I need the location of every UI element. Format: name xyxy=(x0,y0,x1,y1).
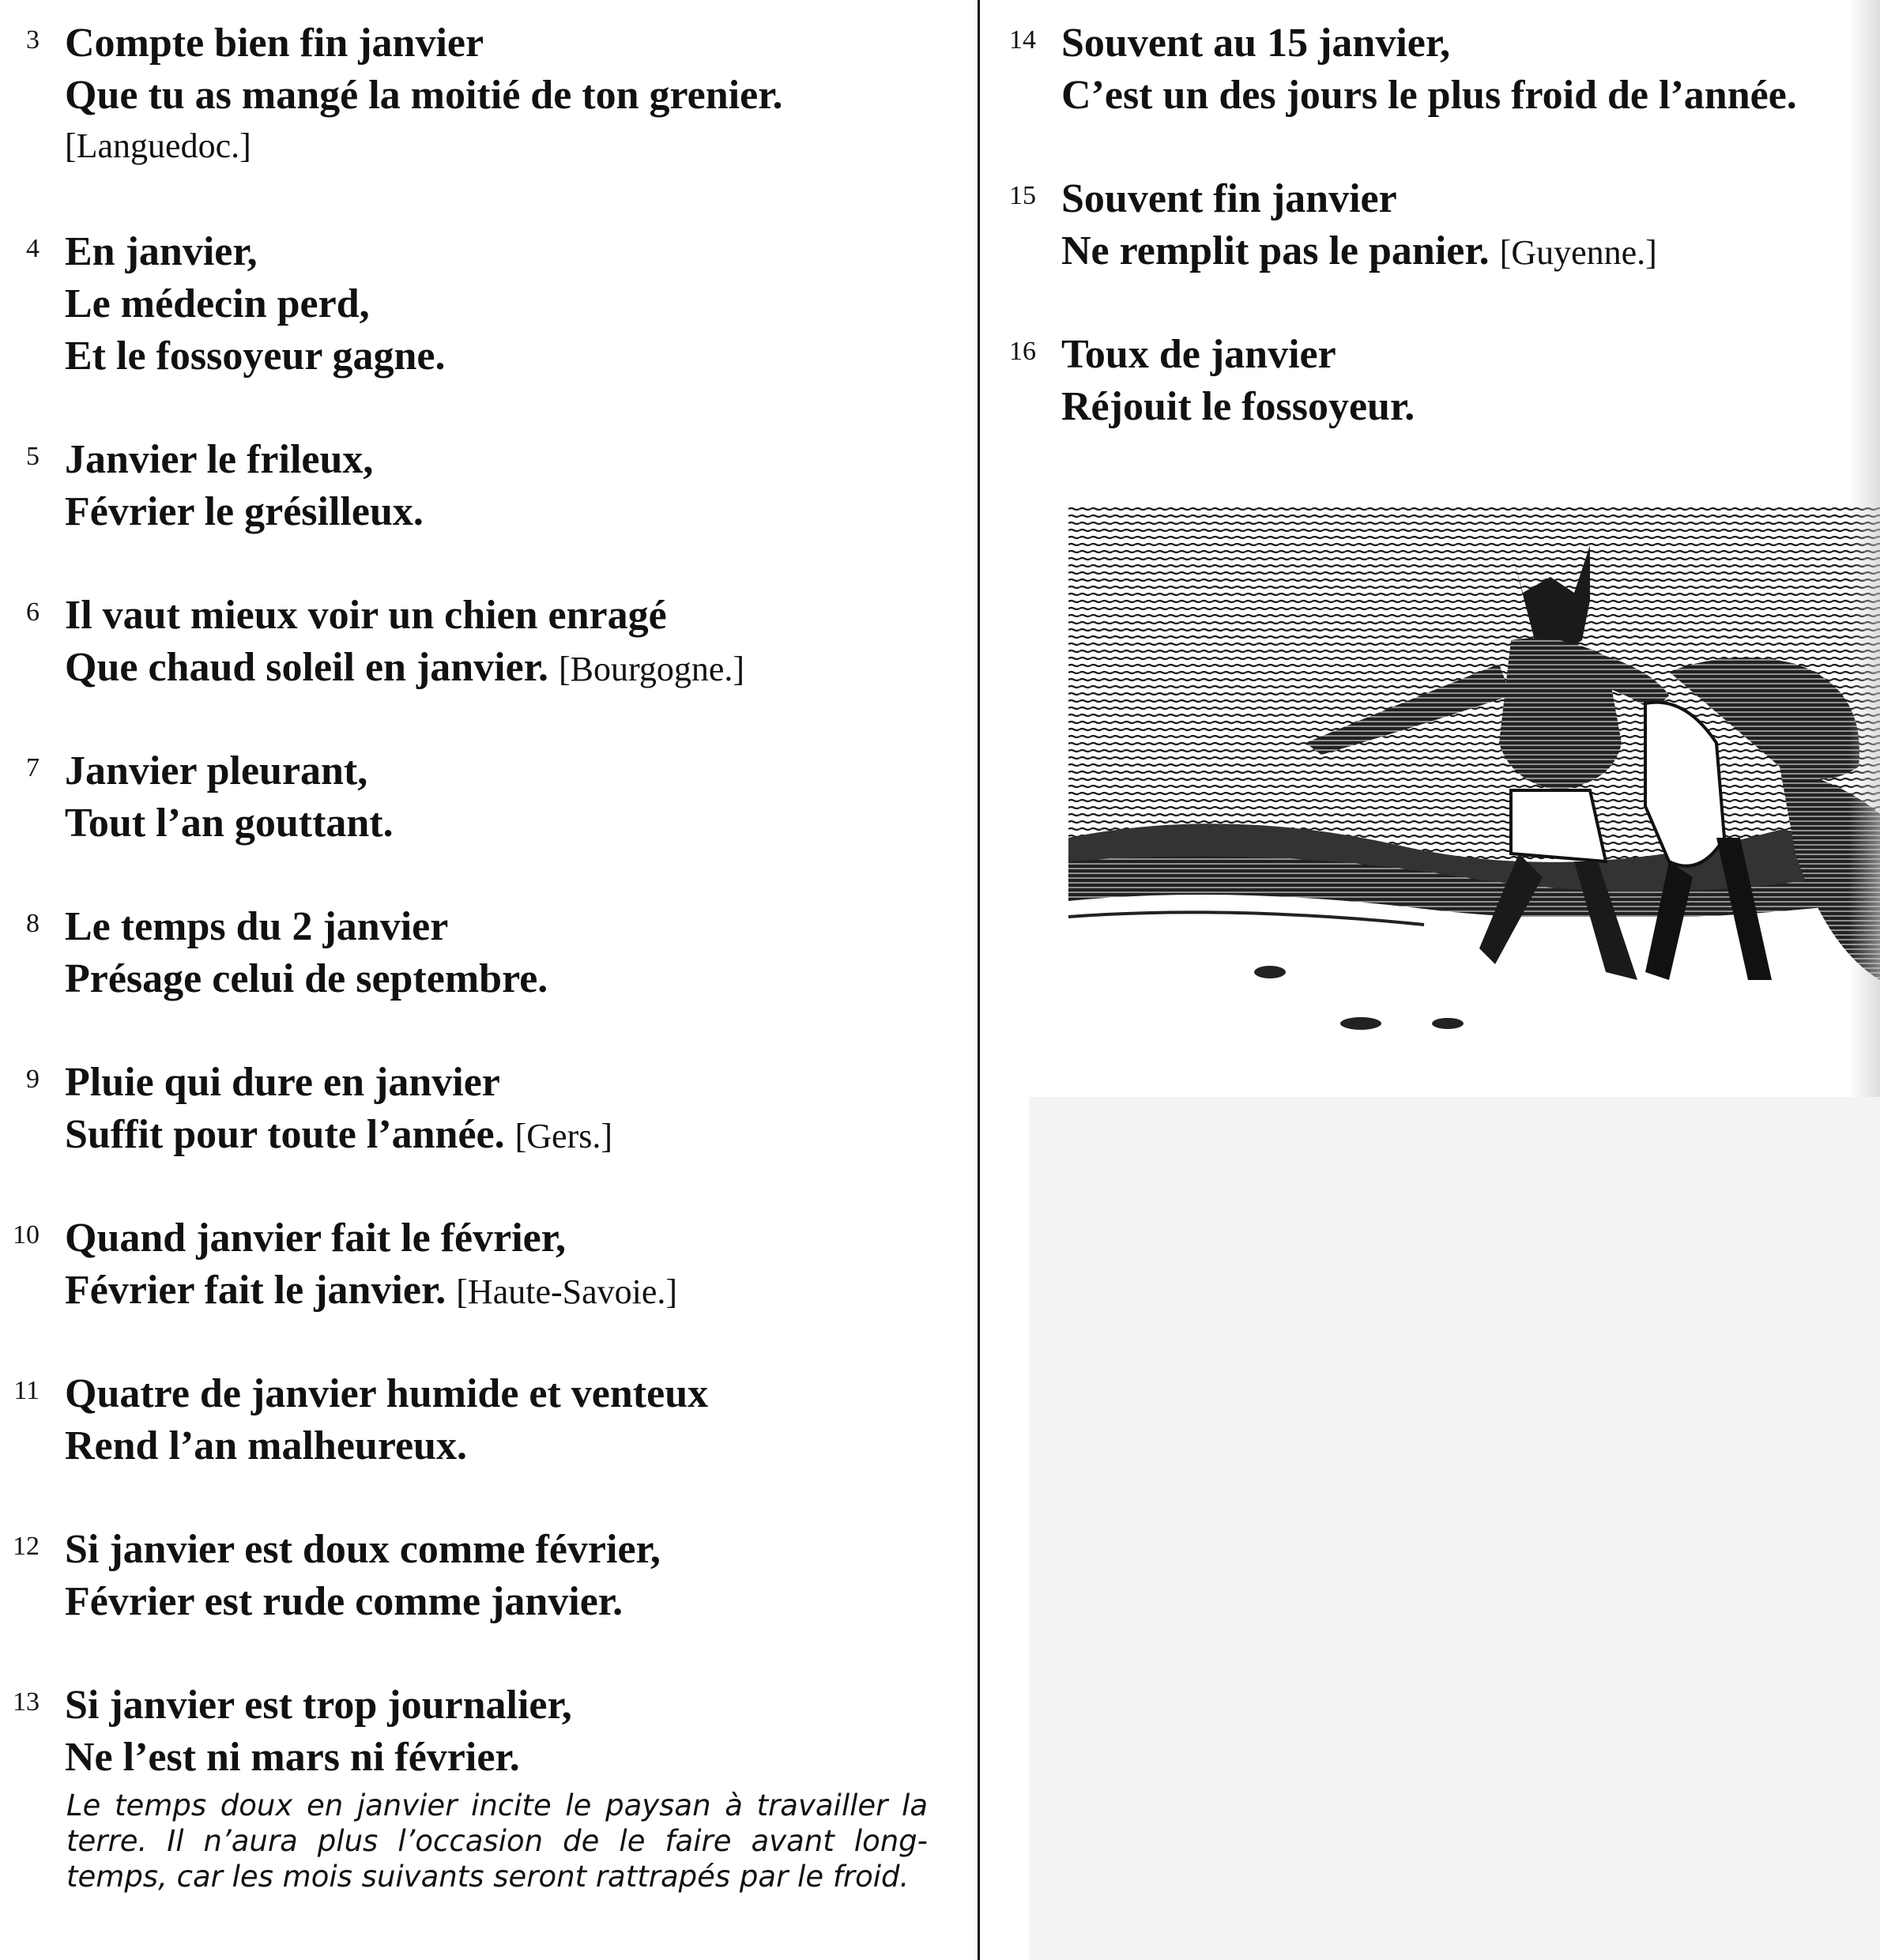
proverb-number: 16 xyxy=(1009,337,1036,366)
proverb-line: Le temps du 2 janvier xyxy=(65,904,449,949)
proverb-number: 8 xyxy=(26,909,40,938)
column-divider xyxy=(978,0,980,1960)
proverb-line: Pluie qui dure en janvier xyxy=(65,1060,500,1105)
proverb-line: Février est rude comme janvier. xyxy=(65,1579,624,1624)
proverb-line: Présage celui de septembre. xyxy=(65,956,548,1001)
proverb-line: Rend l’an malheureux. xyxy=(65,1423,467,1468)
proverb-line: Janvier le frileux, xyxy=(65,437,374,482)
proverb-line: En janvier, xyxy=(65,229,258,274)
proverb-line: Souvent au 15 janvier, xyxy=(1061,21,1451,66)
proverb-number: 13 xyxy=(13,1687,40,1717)
proverb-number: 11 xyxy=(13,1376,40,1405)
proverb-line: Quand janvier fait le février, xyxy=(65,1216,567,1261)
proverb-number: 6 xyxy=(26,597,40,627)
proverb-line: Suffit pour toute l’année. xyxy=(65,1112,505,1157)
proverb-number: 10 xyxy=(13,1220,40,1250)
proverb-number: 14 xyxy=(1009,25,1036,55)
proverb-line: Février le grésilleux. xyxy=(65,489,424,534)
proverb-line: Souvent fin janvier xyxy=(1061,176,1397,221)
proverb-line: Janvier pleurant, xyxy=(65,748,368,793)
proverb-line: Que tu as mangé la moitié de ton grenier. xyxy=(65,73,783,118)
engraving-devil-and-peasant-icon xyxy=(1068,506,1880,1039)
proverb-number: 12 xyxy=(13,1532,40,1561)
proverb-line: Février fait le janvier. xyxy=(65,1268,446,1313)
proverb-line: C’est un des jours le plus froid de l’année. xyxy=(1061,73,1797,118)
proverb-line: Réjouit le fossoyeur. xyxy=(1061,384,1415,429)
proverb-line: Le médecin perd, xyxy=(65,281,370,326)
region-label: [Guyenne.] xyxy=(1499,233,1657,272)
proverb-number: 3 xyxy=(26,25,40,55)
proverb-number: 7 xyxy=(26,753,40,782)
proverb-line: Si janvier est doux comme février, xyxy=(65,1527,661,1572)
page-edge-shadow xyxy=(1848,0,1880,1099)
proverb-line: Tout l’an gouttant. xyxy=(65,801,394,846)
proverb-number: 4 xyxy=(26,234,40,263)
proverb-number: 15 xyxy=(1009,181,1036,210)
proverb-line: Compte bien fin janvier xyxy=(65,21,484,66)
proverb-line: Ne l’est ni mars ni février. xyxy=(65,1735,520,1780)
proverb-line: Et le fossoyeur gagne. xyxy=(65,334,446,379)
proverb-number: 5 xyxy=(26,442,40,471)
proverb-line: Ne remplit pas le panier. xyxy=(1061,228,1490,273)
region-label: [Bourgogne.] xyxy=(559,650,745,688)
region-label: [Gers.] xyxy=(514,1117,613,1155)
region-label: [Languedoc.] xyxy=(65,126,251,165)
proverb-line: Que chaud soleil en janvier. xyxy=(65,645,549,690)
proverb-line: Si janvier est trop journalier, xyxy=(65,1683,572,1728)
proverb-line: Toux de janvier xyxy=(1061,332,1336,377)
proverb-line: Quatre de janvier humide et venteux xyxy=(65,1371,709,1416)
proverb-number: 9 xyxy=(26,1065,40,1094)
explanatory-note: Le temps doux en janvier incite le paysan à travailler la terre. Il n’aura plus l’occasion de le faire avant long-temps, car les mois suivants seront rattrapés par le froid. xyxy=(66,1788,928,1894)
blank-panel xyxy=(1029,1097,1880,1960)
proverb-line: Il vaut mieux voir un chien enragé xyxy=(65,593,667,638)
region-label: [Haute-Savoie.] xyxy=(456,1272,678,1311)
